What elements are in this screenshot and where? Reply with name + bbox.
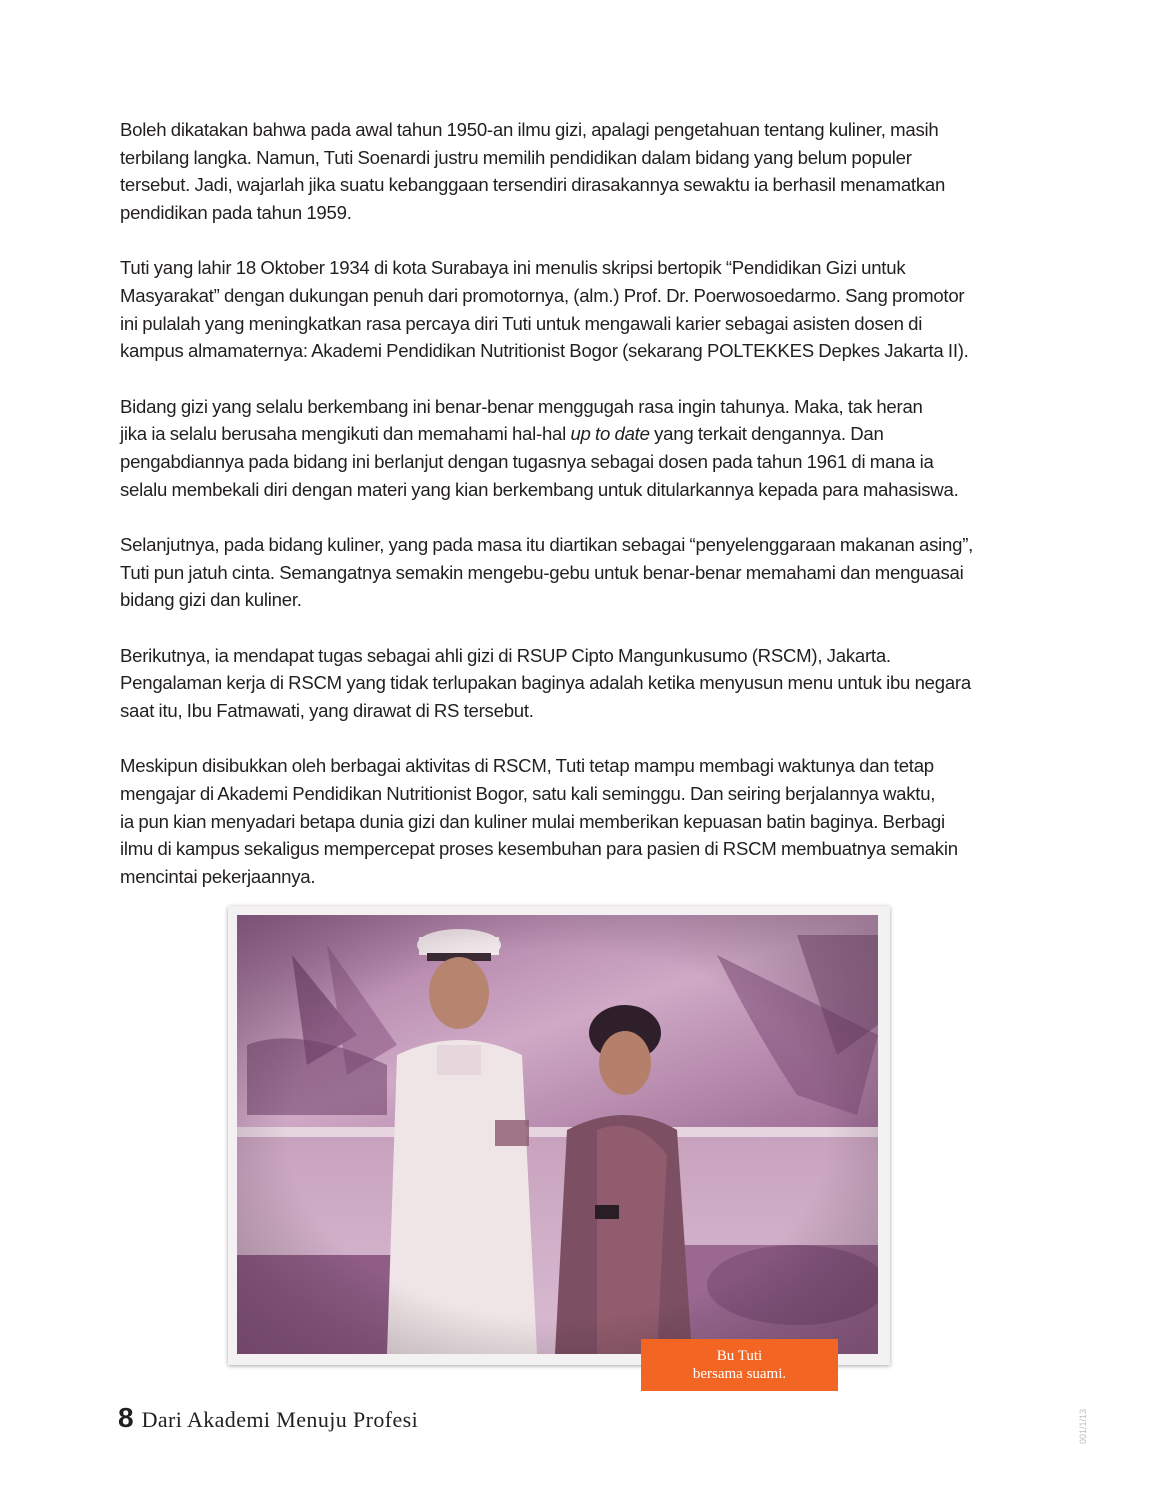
paragraph-3: [120, 393, 1040, 504]
text-segment: yang terkait dengannya. Dan: [649, 423, 884, 445]
photo-illustration: [237, 915, 878, 1354]
text-segment: jika ia selalu berusaha mengikuti dan memahami hal-hal: [120, 423, 571, 445]
text-line: Tuti yang lahir 18 Oktober 1934 di kota Surabaya ini menulis skripsi bertopik “Pendidikan Gizi untuk: [120, 257, 906, 279]
text-line: Berikutnya, ia mendapat tugas sebagai ahli gizi di RSUP Cipto Mangunkusumo (RSCM), Jakarta.: [120, 644, 891, 666]
page-number: 8: [118, 1402, 134, 1433]
text-line: Meskipun disibukkan oleh berbagai aktivitas di RSCM, Tuti tetap mampu membagi waktunya dan tetap: [120, 755, 934, 777]
text-line: selalu membekali diri dengan materi yang kian berkembang untuk ditularkannya kepada para mahasiswa.: [120, 478, 959, 500]
paragraph-5: [120, 642, 1040, 725]
text-line: terbilang langka. Namun, Tuti Soenardi justru memilih pendidikan dalam bidang yang belum populer: [120, 146, 912, 168]
paragraph-2: [120, 254, 1040, 365]
text-line: ia pun kian menyadari betapa dunia gizi dan kuliner mulai memberikan kepuasan batin baginya. Berbagi: [120, 810, 945, 832]
text-line: mengajar di Akademi Pendidikan Nutritionist Bogor, satu kali seminggu. Dan seiring berjalannya waktu,: [120, 782, 936, 804]
text-line: Boleh dikatakan bahwa pada awal tahun 1950-an ilmu gizi, apalagi pengetahuan tentang kuliner, masih: [120, 119, 939, 140]
photo-caption: [641, 1339, 838, 1391]
paragraph-4: [120, 531, 1040, 614]
couple-photo: [237, 915, 878, 1354]
italic-phrase: up to date: [570, 423, 650, 445]
text-line: Tuti pun jatuh cinta. Semangatnya semakin mengebu-gebu untuk benar-benar memahami dan menguasai: [120, 561, 964, 583]
text-line: Bidang gizi yang selalu berkembang ini benar-benar menggugah rasa ingin tahunya. Maka, tak heran: [120, 395, 923, 417]
text-line: mencintai pekerjaannya.: [120, 865, 316, 887]
side-code: 001/1/13: [1078, 1408, 1088, 1444]
caption-line: Bu Tuti: [716, 1348, 763, 1364]
text-line: Masyarakat” dengan dukungan penuh dari promotornya, (alm.) Prof. Dr. Poerwosoedarmo. Sang promotor: [120, 285, 965, 307]
photo-frame: [228, 906, 890, 1365]
text-line: tersebut. Jadi, wajarlah jika suatu kebanggaan tersendiri dirasakannya sewaktu ia berhasil menamatkan: [120, 174, 946, 196]
text-line: [120, 420, 1040, 448]
text-line: saat itu, Ibu Fatmawati, yang dirawat di RS tersebut.: [120, 699, 534, 721]
text-line: bidang gizi dan kuliner.: [120, 589, 302, 611]
paragraph-6: [120, 752, 1040, 891]
page-footer: [118, 1402, 418, 1442]
article-body: [120, 116, 1040, 918]
text-line: pendidikan pada tahun 1959.: [120, 202, 352, 224]
text-line: pengabdiannya pada bidang ini berlanjut dengan tugasnya sebagai dosen pada tahun 1961 di mana ia: [120, 451, 934, 473]
text-line: ini pulalah yang meningkatkan rasa percaya diri Tuti untuk mengawali karier sebagai asisten dosen di: [120, 312, 923, 334]
text-line: ilmu di kampus sekaligus mempercepat proses kesembuhan para pasien di RSCM membuatnya semakin: [120, 838, 958, 860]
caption-line: bersama suami.: [692, 1366, 787, 1382]
paragraph-1: [120, 116, 1040, 227]
book-title: Dari Akademi Menuju Profesi: [141, 1407, 419, 1432]
text-line: Pengalaman kerja di RSCM yang tidak terlupakan baginya adalah ketika menyusun menu untuk ibu negara: [120, 672, 971, 694]
text-line: Selanjutnya, pada bidang kuliner, yang pada masa itu diartikan sebagai “penyelenggaraan makanan asing”,: [120, 533, 974, 555]
text-line: kampus almamaternya: Akademi Pendidikan Nutritionist Bogor (sekarang POLTEKKES Depkes Jakarta II).: [120, 340, 969, 362]
